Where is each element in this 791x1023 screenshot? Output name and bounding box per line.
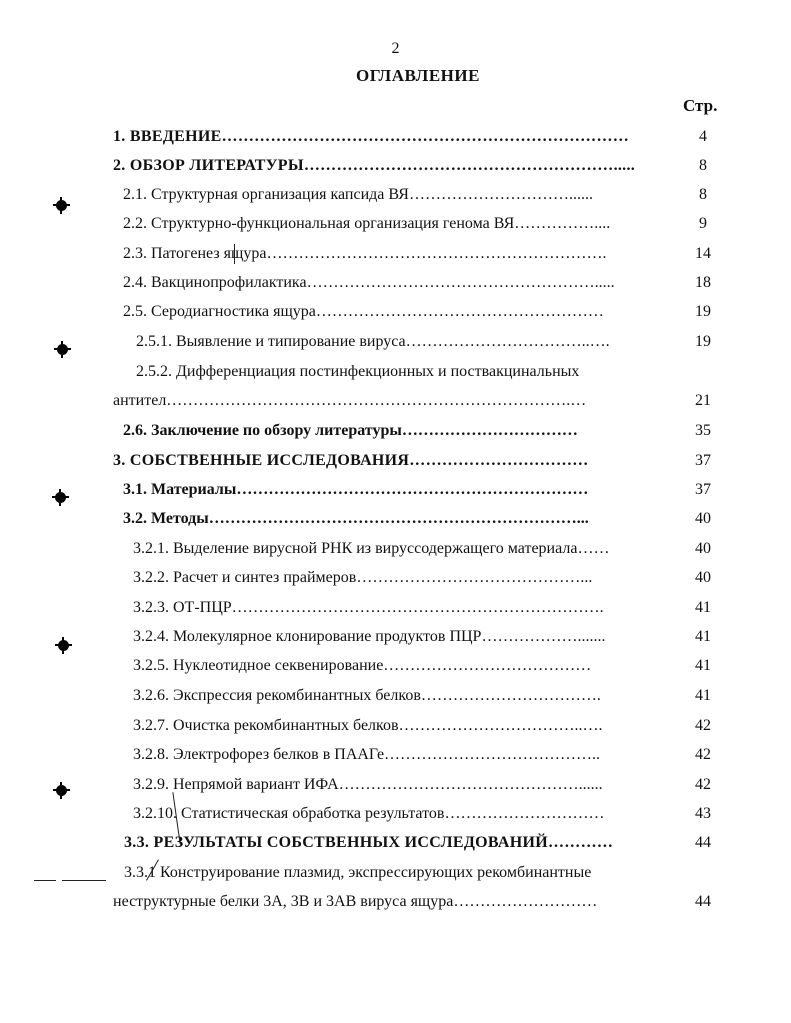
toc-page-number: 40 xyxy=(695,540,711,557)
toc-page-number: 42 xyxy=(695,776,711,793)
toc-page-number: 35 xyxy=(695,422,711,439)
toc-page-number: 40 xyxy=(695,569,711,586)
toc-page-number: 4 xyxy=(699,128,707,145)
toc-page-number: 37 xyxy=(695,481,711,498)
page-column-label: Стр. xyxy=(683,96,718,115)
binding-hole-mark xyxy=(58,640,69,651)
toc-page-number: 41 xyxy=(695,628,711,645)
binding-hole-mark xyxy=(56,785,67,796)
toc-page-number: 8 xyxy=(699,157,707,174)
toc-entry: 3.3.1 Конструирование плазмид, экспрессирующих рекомбинантные xyxy=(124,864,592,881)
toc-page-number: 19 xyxy=(695,303,711,320)
binding-hole-mark xyxy=(57,344,68,355)
toc-page-number: 44 xyxy=(695,893,711,910)
toc-entry: 2.5. Серодиагностика ящура……………………………………………… xyxy=(123,303,604,320)
toc-page-number: 44 xyxy=(695,834,711,851)
toc-entry: 3.2.7. Очистка рекомбинантных белков……………………………..…. xyxy=(133,717,603,734)
toc-page-number: 8 xyxy=(699,186,707,203)
toc-page-number: 41 xyxy=(695,687,711,704)
toc-entry: 2.3. Патогенез ящура………………………………………………………. xyxy=(123,245,607,262)
toc-entry: 3.2.3. ОТ-ПЦР……………………………………………………………. xyxy=(133,599,604,616)
pen-dash-mark xyxy=(62,880,106,881)
toc-entry: 3.2.10. Статистическая обработка результатов………………………… xyxy=(133,805,605,822)
page-title: ОГЛАВЛЕНИЕ xyxy=(356,66,480,85)
toc-page-number: 43 xyxy=(695,805,711,822)
toc-entry: 2.5.2. Дифференциация постинфекционных и поствакцинальных xyxy=(136,363,580,380)
toc-entry: 3.2.9. Непрямой вариант ИФА………………………………………...... xyxy=(133,776,603,793)
binding-hole-mark xyxy=(55,492,66,503)
toc-entry: 3.2.6. Экспрессия рекомбинантных белков……………………………. xyxy=(133,687,601,704)
toc-entry: 3.3. РЕЗУЛЬТАТЫ СОБСТВЕННЫХ ИССЛЕДОВАНИЙ………… xyxy=(124,834,614,851)
toc-entry: 3.2.4. Молекулярное клонирование продуктов ПЦР………………....... xyxy=(133,628,606,645)
toc-page-number: 37 xyxy=(695,452,711,469)
toc-entry: 2.1. Структурная организация капсида ВЯ…………………………...... xyxy=(123,186,593,203)
toc-entry: 1. ВВЕДЕНИЕ………………………………………………………………… xyxy=(113,128,630,145)
toc-page-number: 19 xyxy=(695,333,711,350)
toc-entry: антител………………………………………………………………….… xyxy=(113,392,587,409)
toc-page-number: 41 xyxy=(695,599,711,616)
toc-entry: 3.2.5. Нуклеотидное секвенирование………………………………… xyxy=(133,657,592,674)
toc-page-number: 21 xyxy=(695,392,711,409)
toc-entry: 3.2. Методы……………………………………………………………... xyxy=(123,510,589,527)
toc-entry: 3.2.8. Электрофорез белков в ПААГе………………………………….. xyxy=(133,746,601,763)
toc-entry: 2.2. Структурно-функциональная организация генома ВЯ…………….... xyxy=(123,215,611,232)
pen-dash-mark xyxy=(34,880,56,881)
binding-hole-mark xyxy=(56,200,67,211)
toc-page-number: 40 xyxy=(695,510,711,527)
toc-page-number: 42 xyxy=(695,717,711,734)
toc-page-number: 14 xyxy=(695,245,711,262)
toc-entry: 3.2.2. Расчет и синтез праймеров……………………………………... xyxy=(133,569,593,586)
toc-entry: 2.6. Заключение по обзору литературы…………………………… xyxy=(123,422,578,439)
toc-page-number: 18 xyxy=(695,274,711,291)
toc-entry: 3.1. Материалы………………………………………………………… xyxy=(123,481,589,498)
toc-page-number: 9 xyxy=(699,215,707,232)
toc-entry: 2. ОБЗОР ЛИТЕРАТУРЫ…………………………………………………..... xyxy=(113,157,636,174)
toc-page-number: 42 xyxy=(695,746,711,763)
toc-entry: 3.2.1. Выделение вирусной РНК из вируссодержащего материала…… xyxy=(133,540,610,557)
toc-entry: неструктурные белки 3А, 3В и 3АВ вируса ящура……………………… xyxy=(113,893,598,910)
toc-entry: 2.4. Вакцинопрофилактика………………………………………………..... xyxy=(123,274,615,291)
page-number: 2 xyxy=(391,40,400,57)
toc-entry: 2.5.1. Выявление и типирование вируса……………………………..…. xyxy=(136,333,610,350)
toc-page-number: 41 xyxy=(695,657,711,674)
toc-entry: 3. СОБСТВЕННЫЕ ИССЛЕДОВАНИЯ…………………………… xyxy=(113,452,589,469)
